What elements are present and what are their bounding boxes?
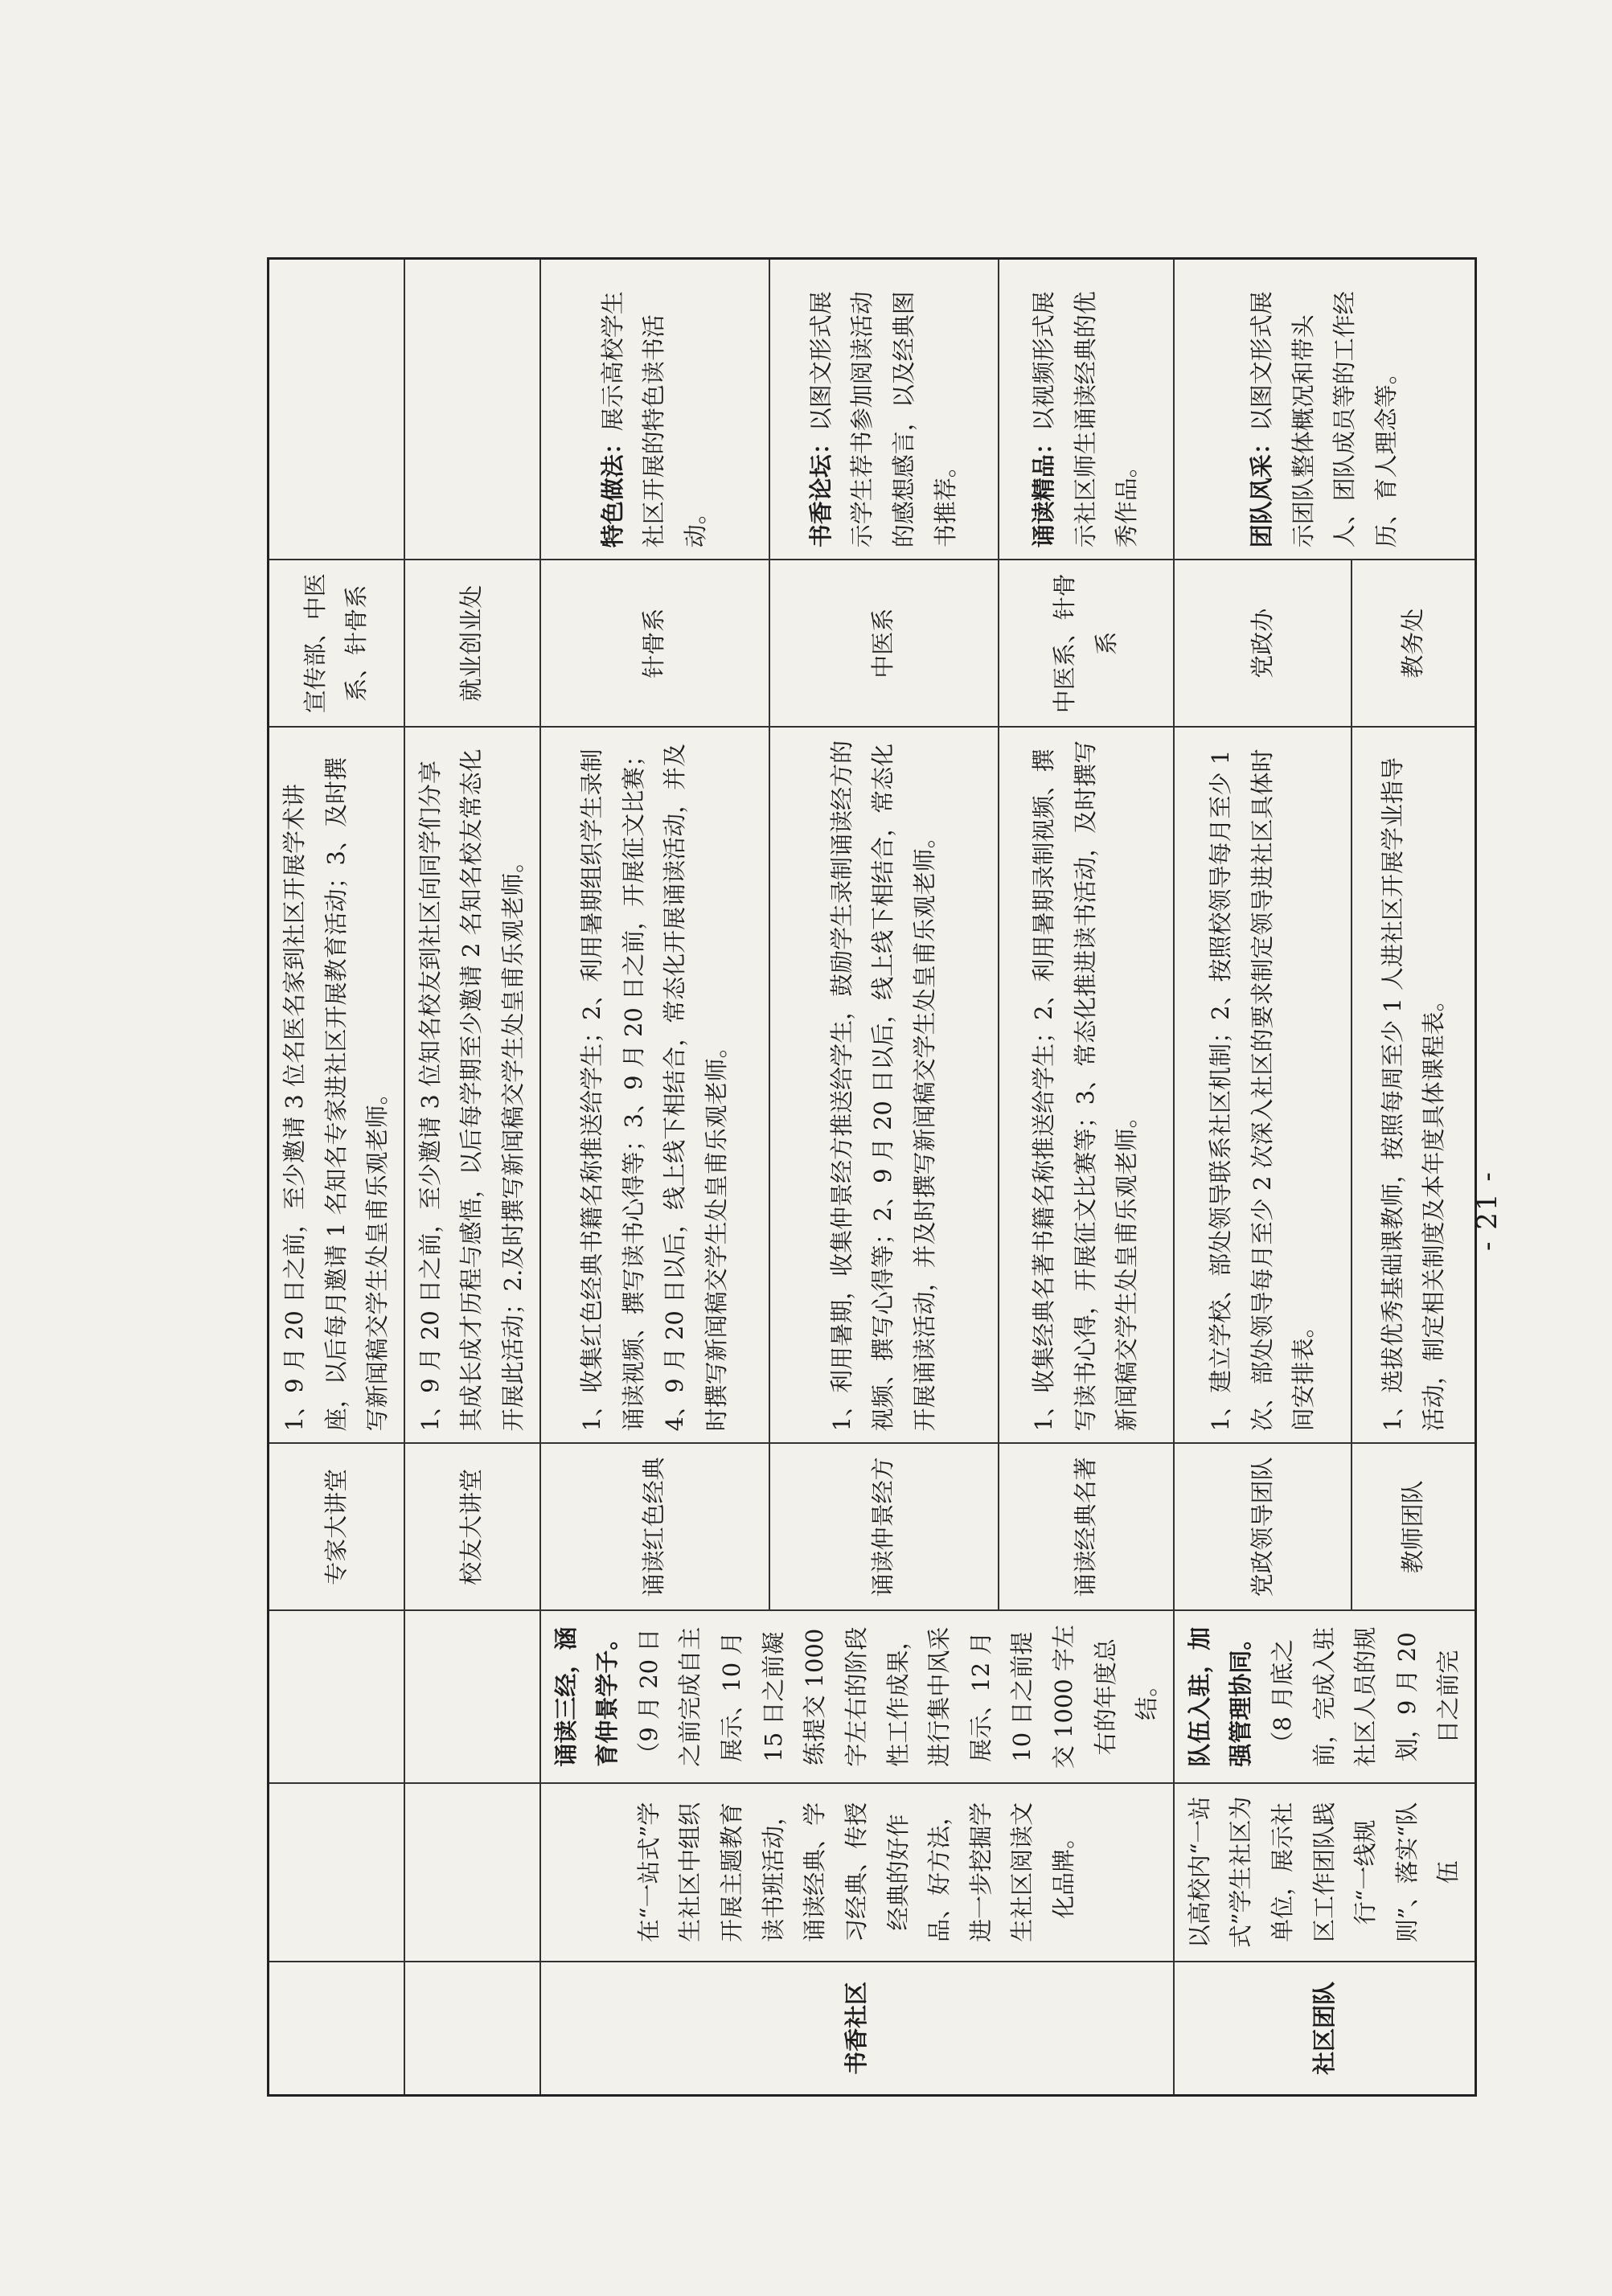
- outcome-cell-empty: [269, 259, 404, 560]
- goal-cell-empty: [269, 1610, 404, 1783]
- table-row: [404, 259, 540, 2096]
- outcome-title: 特色做法：: [598, 431, 626, 548]
- goal-text: （8 月底之前，完成入驻社区人员的规划，9 月 20 日之前完: [1269, 1626, 1462, 1767]
- department-cell: 中医系: [769, 560, 999, 727]
- subproject-cell: 教师团队: [1352, 1443, 1475, 1610]
- table-row: [269, 259, 404, 2096]
- goal-text: （9 月 20 日之前完成自主展示、10 月 15 日之前凝练提交 1000 字左右的阶段性工作成果，进行集中风采展示、12 月 10 日之前提交 1000 字左右的年度总结。: [634, 1625, 1161, 1769]
- outcome-text: 以图文形式展示团队整体概况和带头人、团队成员等的工作经历、育人理念等。: [1248, 291, 1401, 548]
- outcome-text: 以图文形式展示学生荐书参加阅读活动的感想感言，以及经典图书推荐。: [806, 291, 959, 548]
- measures-cell: 1、利用暑期，收集仲景经方推送给学生，鼓励学生录制诵读经方的视频、撰写心得等；2、9 月 20 日以后，线上线下相结合，常态化开展诵读活动，并及时撰写新闻稿交学生处皇甫乐观老师。: [769, 727, 999, 1443]
- subproject-cell: 校友大讲堂: [404, 1443, 540, 1610]
- category-cell-empty: [404, 1962, 540, 2096]
- outcome-cell: [1174, 259, 1476, 560]
- measures-cell: 1、收集经典名著书籍名称推送给学生；2、利用暑期录制视频、撰写读书心得，开展征文比赛等；3、常态化推进读书活动，及时撰写新闻稿交学生处皇甫乐观老师。: [999, 727, 1174, 1443]
- subproject-cell: 党政领导团队: [1174, 1443, 1352, 1610]
- subproject-cell: 诵读经典名著: [999, 1443, 1174, 1610]
- department-cell: 针骨系: [540, 560, 769, 727]
- subproject-cell: 诵读仲景经方: [769, 1443, 999, 1610]
- outcome-cell: [999, 259, 1174, 560]
- goal-cell: [540, 1610, 1174, 1783]
- subproject-cell: 诵读红色经典: [540, 1443, 769, 1610]
- goal-title: 诵读三经，涵育仲景学子。: [552, 1626, 621, 1767]
- outcome-text: 展示高校学生社区开展的特色读书活动。: [598, 291, 709, 548]
- description-cell-empty: [269, 1783, 404, 1962]
- table-row: [1174, 259, 1352, 2096]
- department-cell: 党政办: [1174, 560, 1352, 727]
- category-cell-community-team: 社区团队: [1174, 1962, 1476, 2096]
- description-cell: 在“一站式”学生社区中组织开展主题教育读书班活动，诵读经典、学习经典、传授经典的好作品、好方法，进一步挖掘学生社区阅读文化品牌。: [540, 1783, 1174, 1962]
- table-row: [540, 259, 769, 2096]
- outcome-title: 诵读精品：: [1030, 431, 1058, 548]
- page-number: - 21 -: [1471, 1171, 1503, 1251]
- goal-title: 队伍入驻，加强管理协同。: [1185, 1626, 1255, 1767]
- goal-cell-empty: [404, 1610, 540, 1783]
- department-cell: 就业创业处: [404, 560, 540, 727]
- category-cell-empty: [269, 1962, 404, 2096]
- department-cell: 宣传部、中医系、针骨系: [269, 560, 404, 727]
- outcome-cell: [540, 259, 769, 560]
- goal-cell: [1174, 1610, 1476, 1783]
- outcome-title: 书香论坛：: [806, 431, 835, 548]
- outcome-cell-empty: [404, 259, 540, 560]
- department-cell: 教务处: [1352, 560, 1475, 727]
- description-cell: 以高校内“一站式”学生社区为单位，展示社区工作团队践行“一线规则”、落实“队伍: [1174, 1783, 1476, 1962]
- measures-cell: 1、收集红色经典书籍名称推送给学生；2、利用暑期组织学生录制诵读视频、撰写读书心得等；3、9 月 20 日之前，开展征文比赛；4、9 月 20 日以后，线上线下相结合，常态化开展诵读活动，并及时撰写新闻稿交学生处皇甫乐观老师。: [540, 727, 769, 1443]
- measures-cell: 1、建立学校、部处领导联系社区机制；2、按照校领导每月至少 1 次、部处领导每月至少 2 次深入社区的要求制定领导进社区具体时间安排表。: [1174, 727, 1352, 1443]
- department-cell: 中医系、针骨系: [999, 560, 1174, 727]
- measures-cell: 1、9 月 20 日之前，至少邀请 3 位名医名家到社区开展学术讲座，以后每月邀请 1 名知名专家进社区开展教育活动；3、及时撰写新闻稿交学生处皇甫乐观老师。: [269, 727, 404, 1443]
- outcome-title: 团队风采：: [1248, 431, 1276, 548]
- subproject-cell: 专家大讲堂: [269, 1443, 404, 1610]
- outcome-cell: [769, 259, 999, 560]
- category-cell-reading-community: 书香社区: [540, 1962, 1174, 2096]
- measures-cell: 1、选拔优秀基础课教师，按照每周至少 1 人进社区开展学业指导活动，制定相关制度及本年度具体课程表。: [1352, 727, 1475, 1443]
- plan-table-sheet: [267, 257, 1462, 2097]
- outcome-text: 以视频形式展示社区师生诵读经典的优秀作品。: [1030, 291, 1141, 548]
- measures-cell: 1、9 月 20 日之前，至少邀请 3 位知名校友到社区向同学们分享其成长成才历程与感悟，以后每学期至少邀请 2 名知名校友常态化开展此活动；2.及时撰写新闻稿交学生处皇甫乐观老师。: [404, 727, 540, 1443]
- description-cell-empty: [404, 1783, 540, 1962]
- plan-table: [267, 257, 1477, 2097]
